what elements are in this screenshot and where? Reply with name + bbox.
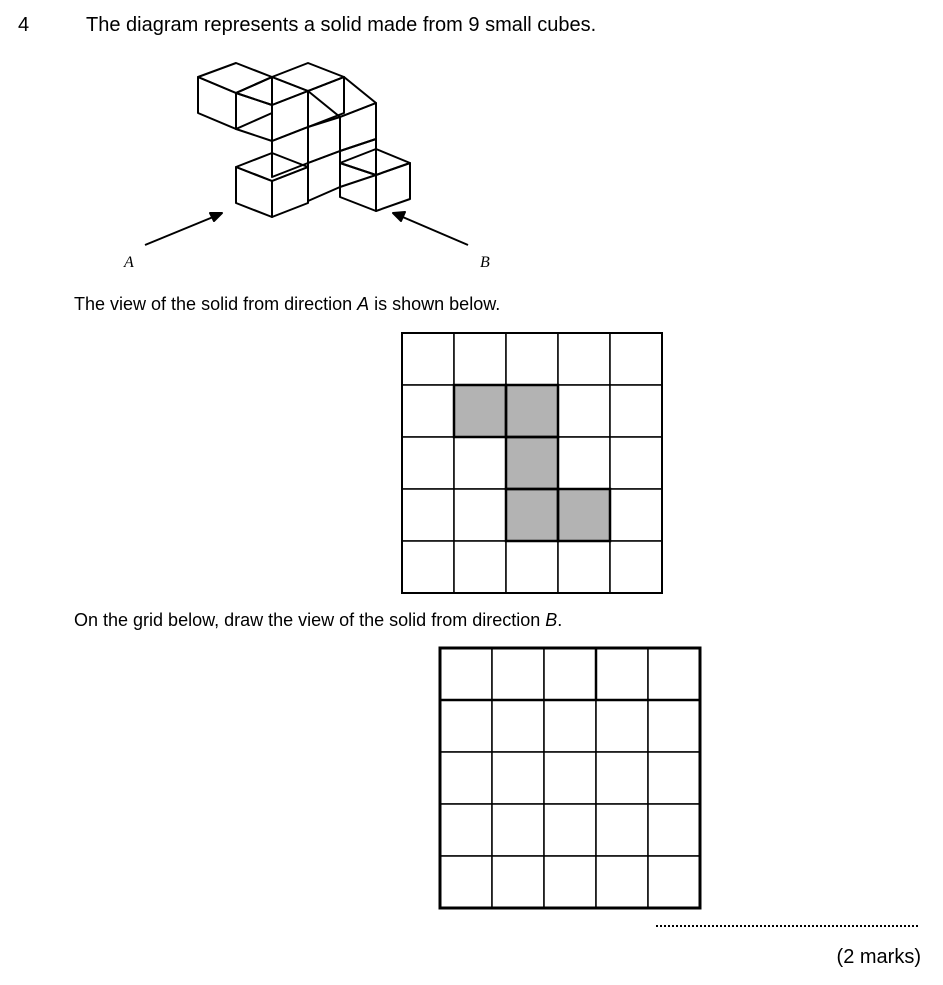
grid-cell[interactable]: [596, 752, 648, 804]
grid-cell[interactable]: [440, 856, 492, 908]
grid-cell[interactable]: [648, 700, 700, 752]
marks-label: (2 marks): [836, 946, 921, 968]
cube-top-right: [236, 63, 344, 141]
direction-b-letter: B: [545, 610, 558, 630]
grid-cell[interactable]: [596, 804, 648, 856]
grid-cell[interactable]: [648, 752, 700, 804]
grid-cell[interactable]: [544, 804, 596, 856]
grid-cell: [610, 489, 662, 541]
grid-cell[interactable]: [492, 648, 544, 700]
grid-cell[interactable]: [492, 752, 544, 804]
view-a-grid: [400, 331, 664, 595]
grid-cell[interactable]: [544, 648, 596, 700]
grid-cell: [610, 333, 662, 385]
grid-cell[interactable]: [440, 648, 492, 700]
grid-cell: [610, 385, 662, 437]
grid-cell: [558, 541, 610, 593]
label-a: A: [124, 254, 134, 271]
grid-cell: [402, 437, 454, 489]
arrow-b: [393, 212, 468, 245]
grid-cell[interactable]: [596, 648, 648, 700]
shaded-cell: [506, 489, 558, 541]
view-b-instruction: On the grid below, draw the view of the solid from direction B.: [74, 610, 563, 630]
grid-cell[interactable]: [440, 700, 492, 752]
grid-cell[interactable]: [648, 856, 700, 908]
question-number: 4: [18, 14, 30, 36]
grid-cell[interactable]: [648, 804, 700, 856]
grid-cell[interactable]: [648, 648, 700, 700]
direction-a-letter: A: [357, 294, 370, 314]
view-b-answer-grid[interactable]: [438, 646, 702, 910]
grid-cell: [402, 541, 454, 593]
grid-cell: [454, 333, 506, 385]
question-text: The diagram represents a solid made from 9 small cubes.: [86, 14, 597, 36]
grid-cell[interactable]: [492, 856, 544, 908]
shaded-cell: [506, 437, 558, 489]
grid-cell: [506, 541, 558, 593]
grid-cell: [610, 437, 662, 489]
view-a-instruction: The view of the solid from direction A is shown below.: [74, 294, 501, 314]
label-b: B: [480, 254, 490, 271]
grid-cell[interactable]: [544, 700, 596, 752]
grid-cell: [558, 385, 610, 437]
grid-cell[interactable]: [440, 752, 492, 804]
shaded-cell: [506, 385, 558, 437]
grid-cell: [558, 437, 610, 489]
grid-cell: [558, 333, 610, 385]
arrow-a: [145, 213, 222, 245]
answer-dotted-line: [656, 925, 918, 927]
grid-cell[interactable]: [544, 856, 596, 908]
grid-cell: [454, 437, 506, 489]
grid-cell: [402, 333, 454, 385]
shaded-cell: [558, 489, 610, 541]
grid-cell[interactable]: [492, 804, 544, 856]
grid-cell: [454, 541, 506, 593]
grid-cell: [402, 489, 454, 541]
shaded-cell: [454, 385, 506, 437]
grid-cell: [402, 385, 454, 437]
grid-cell[interactable]: [596, 856, 648, 908]
grid-cell: [454, 489, 506, 541]
grid-cell: [506, 333, 558, 385]
grid-cell[interactable]: [440, 804, 492, 856]
grid-cell[interactable]: [596, 700, 648, 752]
grid-cell[interactable]: [544, 752, 596, 804]
cube-middle-stack: [272, 77, 376, 201]
grid-cell[interactable]: [492, 700, 544, 752]
isometric-solid-diagram: [100, 55, 520, 285]
grid-cell: [610, 541, 662, 593]
